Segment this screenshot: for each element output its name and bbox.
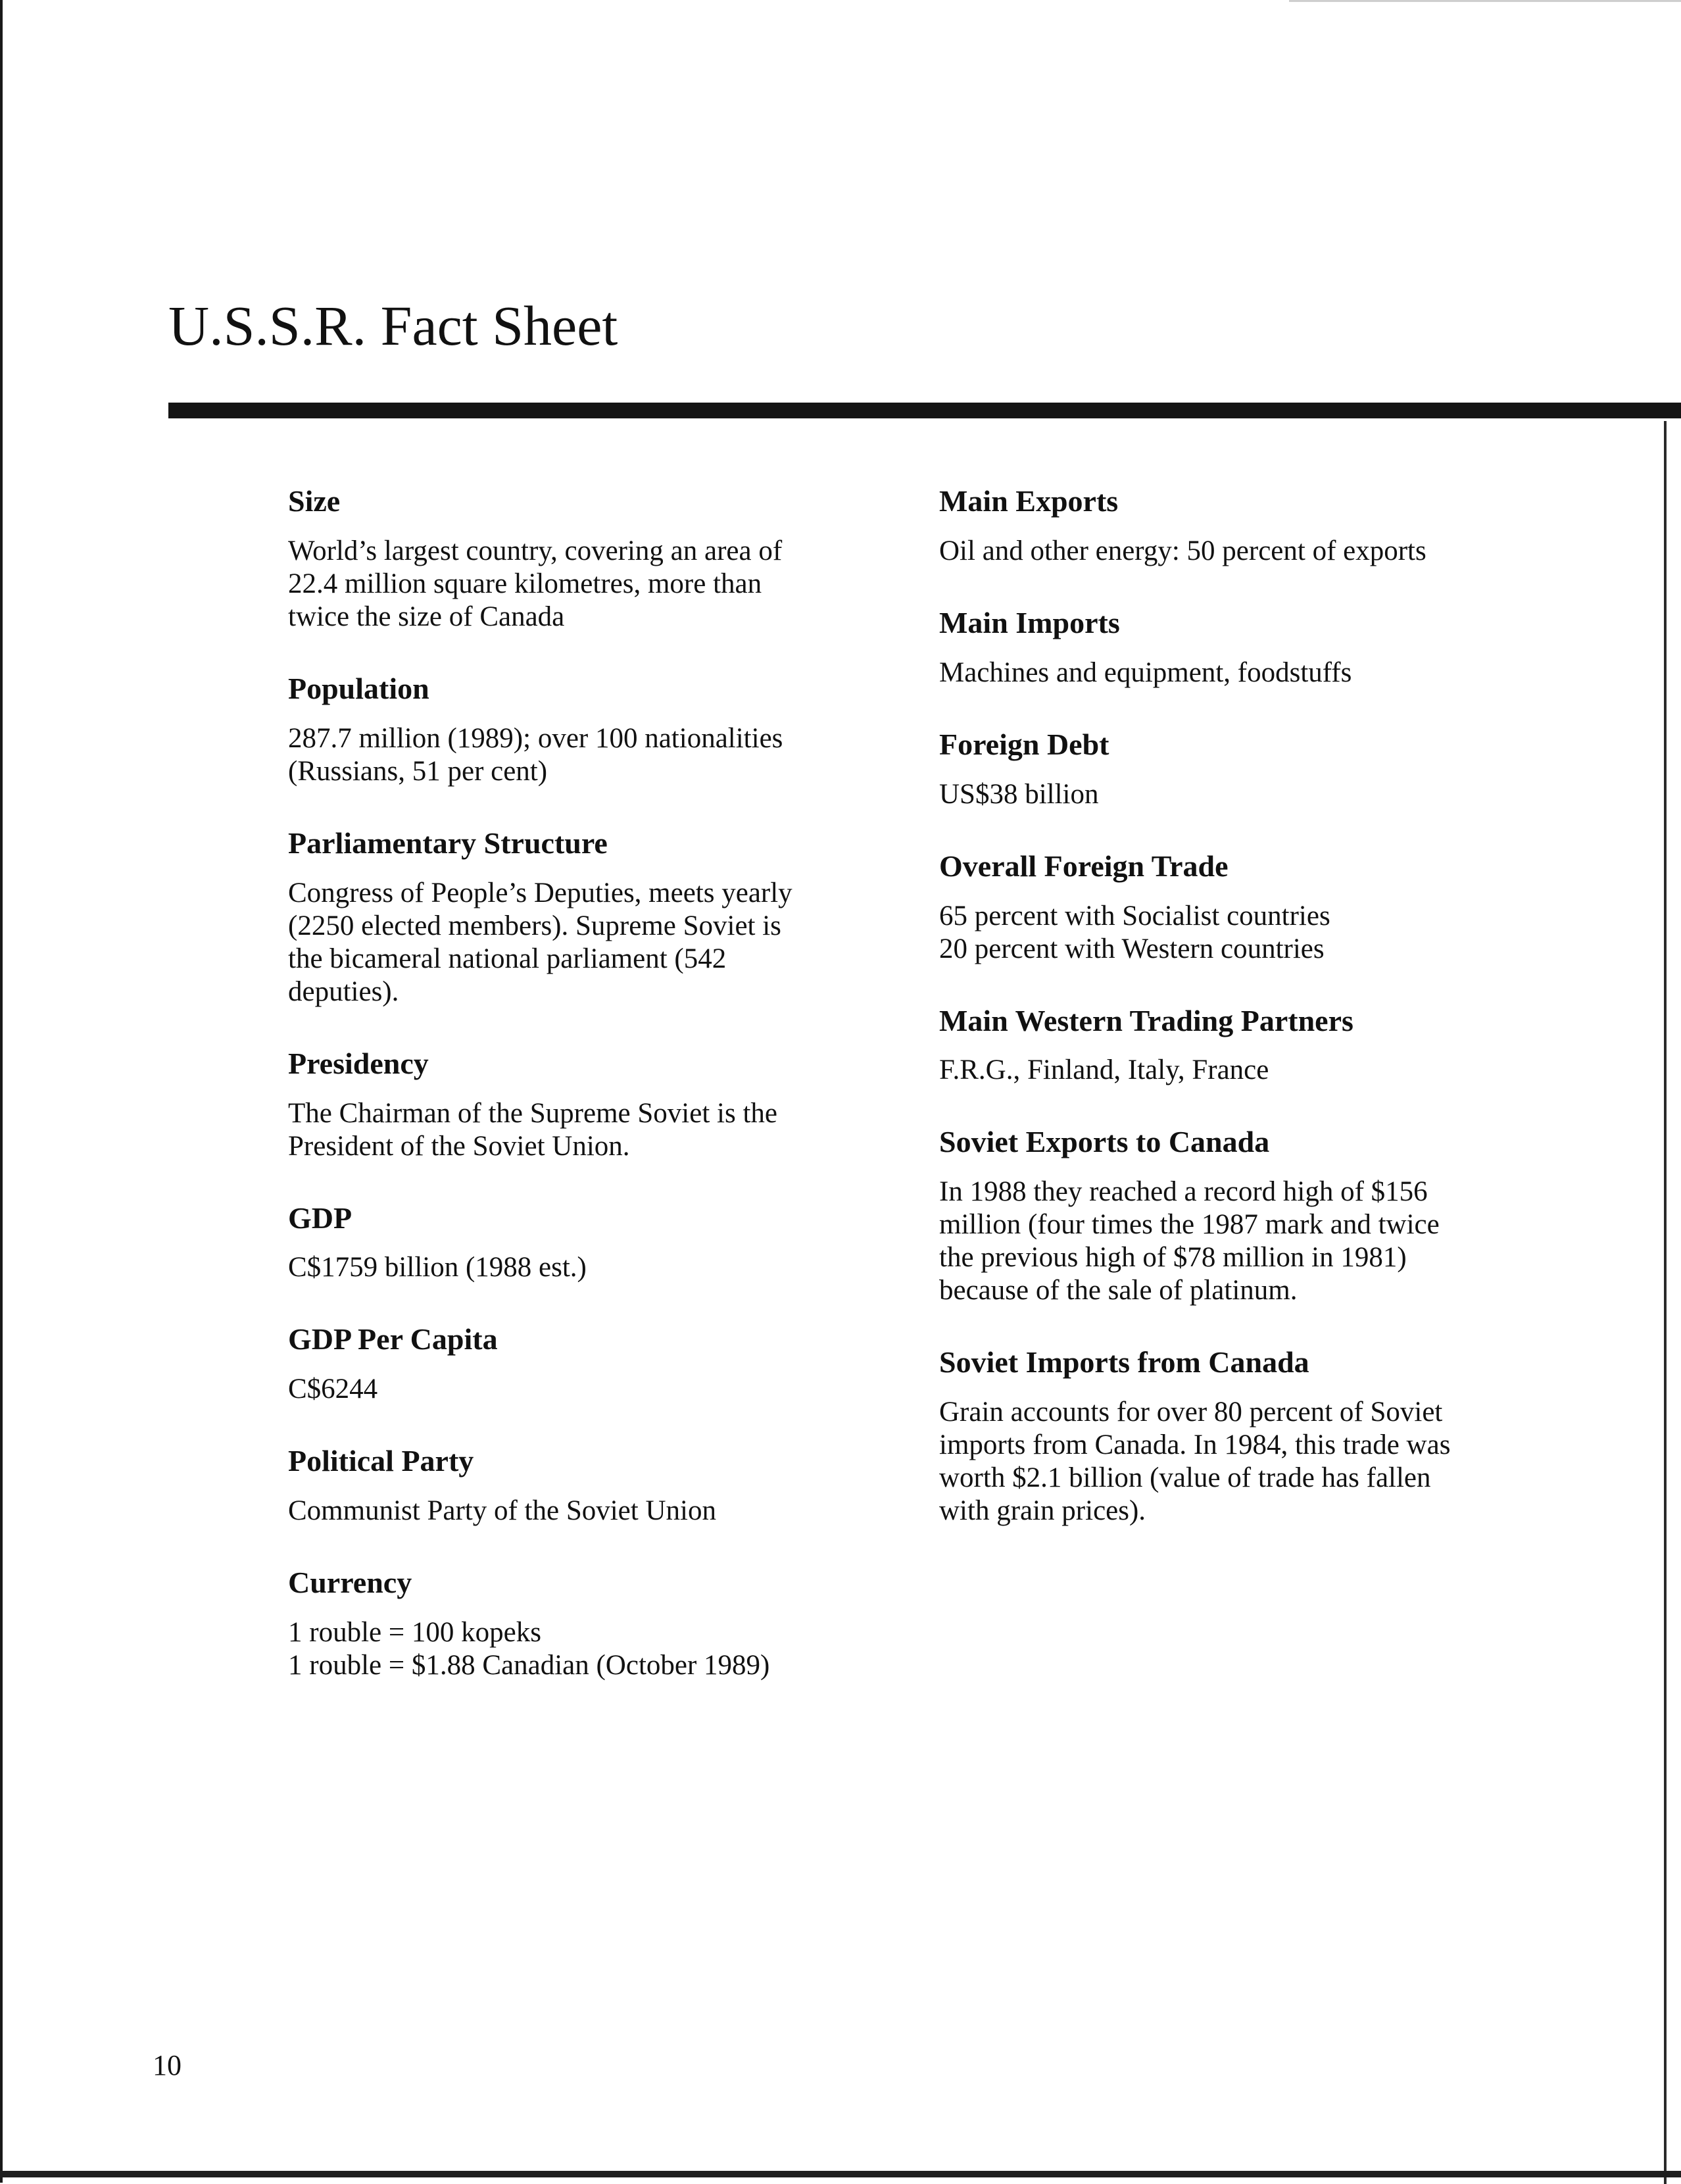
- section-heading: Size: [288, 484, 341, 518]
- section-heading: Political Party: [288, 1444, 474, 1478]
- section-line: 287.7 million (1989); over 100 nationalities: [288, 722, 783, 754]
- section-line: worth $2.1 billion (value of trade has fallen: [939, 1462, 1431, 1494]
- section-heading: Soviet Exports to Canada: [939, 1125, 1270, 1159]
- section-parliamentary-structure: [288, 826, 946, 1008]
- section-main-imports: [939, 606, 1636, 689]
- section-line: (Russians, 51 per cent): [288, 755, 548, 787]
- right-column: [939, 484, 1636, 1566]
- section-heading: Population: [288, 671, 429, 705]
- section-line: because of the sale of platinum.: [939, 1275, 1298, 1306]
- page-bottom-edge: [0, 2171, 1681, 2177]
- top-edge-line: [1289, 0, 1681, 2]
- section-line: In 1988 they reached a record high of $156: [939, 1176, 1428, 1208]
- section-heading: Foreign Debt: [939, 727, 1109, 761]
- section-main-exports: [939, 484, 1636, 568]
- section-line: C$1759 billion (1988 est.): [288, 1252, 587, 1283]
- left-column: [288, 484, 946, 1720]
- section-size: [288, 484, 946, 633]
- section-line: with grain prices).: [939, 1495, 1146, 1527]
- section-heading: GDP Per Capita: [288, 1322, 498, 1356]
- section-line: 1 rouble = 100 kopeks: [288, 1617, 541, 1649]
- section-line: Machines and equipment, foodstuffs: [939, 657, 1352, 688]
- section-presidency: [288, 1047, 946, 1163]
- section-heading: Presidency: [288, 1046, 429, 1080]
- section-line: Grain accounts for over 80 percent of Soviet: [939, 1397, 1443, 1428]
- section-line: 65 percent with Socialist countries: [939, 900, 1330, 931]
- section-main-western-trading-partners: [939, 1004, 1636, 1087]
- section-heading: Currency: [288, 1566, 412, 1600]
- section-line: World’s largest country, covering an area of: [288, 535, 783, 566]
- section-foreign-debt: [939, 728, 1636, 811]
- section-currency: [288, 1566, 946, 1682]
- section-heading: Soviet Imports from Canada: [939, 1345, 1309, 1379]
- page-right-edge: [1664, 421, 1667, 2184]
- title-rule: [168, 403, 1681, 418]
- section-heading: Parliamentary Structure: [288, 826, 608, 860]
- section-line: deputies).: [288, 976, 399, 1007]
- section-line: US$38 billion: [939, 778, 1099, 810]
- section-line: C$6244: [288, 1374, 378, 1405]
- section-gdp-per-capita: [288, 1322, 946, 1406]
- page-title: U.S.S.R. Fact Sheet: [168, 294, 618, 357]
- section-heading: Main Exports: [939, 484, 1119, 518]
- section-line: President of the Soviet Union.: [288, 1130, 630, 1162]
- section-line: 22.4 million square kilometres, more than: [288, 568, 762, 599]
- section-line: the previous high of $78 million in 1981): [939, 1242, 1407, 1274]
- section-heading: Main Western Trading Partners: [939, 1003, 1353, 1037]
- section-line: 1 rouble = $1.88 Canadian (October 1989): [288, 1650, 770, 1681]
- section-line: (2250 elected members). Supreme Soviet is: [288, 910, 781, 941]
- section-heading: Overall Foreign Trade: [939, 849, 1229, 883]
- section-soviet-imports-from-canada: [939, 1345, 1636, 1527]
- section-line: the bicameral national parliament (542: [288, 943, 727, 974]
- section-line: imports from Canada. In 1984, this trade was: [939, 1429, 1451, 1461]
- section-line: Oil and other energy: 50 percent of exports: [939, 535, 1426, 566]
- section-political-party: [288, 1444, 946, 1527]
- section-population: [288, 672, 946, 788]
- section-line: Communist Party of the Soviet Union: [288, 1495, 716, 1527]
- section-heading: Main Imports: [939, 605, 1120, 639]
- section-line: 20 percent with Western countries: [939, 933, 1325, 964]
- section-heading: GDP: [288, 1201, 353, 1235]
- section-line: million (four times the 1987 mark and twice: [939, 1209, 1440, 1241]
- section-soviet-exports-to-canada: [939, 1125, 1636, 1307]
- section-line: Congress of People’s Deputies, meets yearly: [288, 877, 792, 908]
- section-line: The Chairman of the Supreme Soviet is the: [288, 1097, 777, 1129]
- section-gdp: [288, 1201, 946, 1285]
- section-overall-foreign-trade: [939, 849, 1636, 966]
- page-left-edge: [0, 0, 3, 2183]
- section-line: F.R.G., Finland, Italy, France: [939, 1055, 1269, 1086]
- page-number: 10: [153, 2049, 182, 2081]
- section-line: twice the size of Canada: [288, 601, 565, 632]
